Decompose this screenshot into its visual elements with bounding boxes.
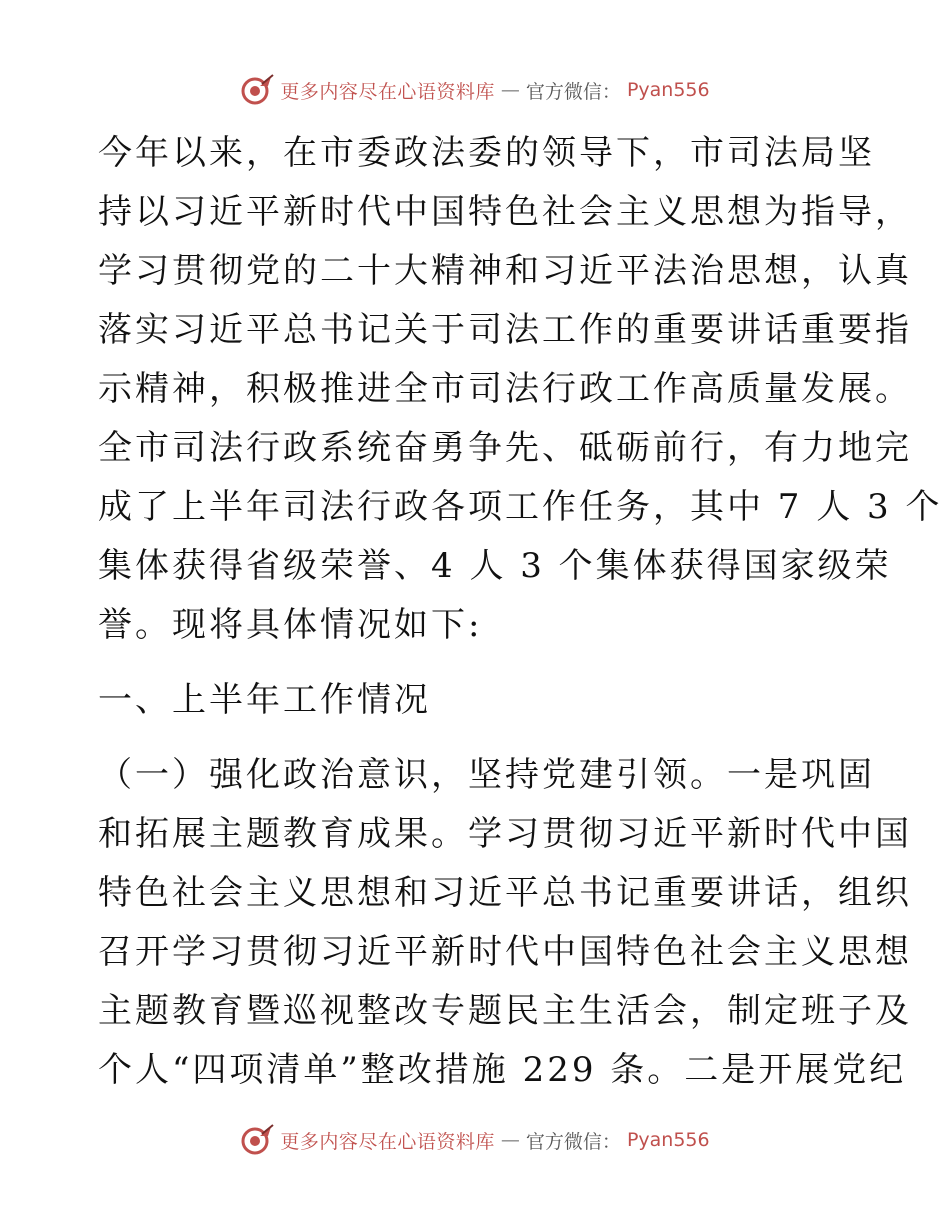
watermark-account: Pyan556 <box>626 79 710 101</box>
text-line: 主题教育暨巡视整改专题民主生活会，制定班子及 <box>98 991 912 1031</box>
text-line: （一）强化政治意识，坚持党建引领。一是巩固 <box>98 755 875 795</box>
watermark-text: 更多内容尽在心语资料库 <box>280 1130 495 1153</box>
text-line: 全市司法行政系统奋勇争先、砥砺前行，有力地完 <box>98 428 912 468</box>
watermark-account: Pyan556 <box>626 1129 710 1151</box>
watermark-official-label: 官方微信： <box>525 80 621 103</box>
text-line: 誉。现将具体情况如下: <box>98 605 483 645</box>
text-line: 集体获得省级荣誉、4 人 3 个集体获得国家级荣 <box>98 546 892 586</box>
section-heading: 一、上半年工作情况 <box>98 680 431 720</box>
watermark-official-label: 官方微信： <box>525 1130 621 1153</box>
text-line: 今年以来，在市委政法委的领导下，市司法局坚 <box>98 133 875 173</box>
text-line: 落实习近平总书记关于司法工作的重要讲话重要指 <box>98 310 912 350</box>
watermark-text: 更多内容尽在心语资料库 <box>280 80 495 103</box>
text-line: 成了上半年司法行政各项工作任务，其中 7 人 3 个 <box>98 487 943 527</box>
text-line: 示精神，积极推进全市司法行政工作高质量发展。 <box>98 369 912 409</box>
text-line: 学习贯彻党的二十大精神和习近平法治思想，认真 <box>98 251 912 291</box>
watermark-separator: — <box>500 1129 520 1151</box>
watermark-footer <box>0 1122 950 1158</box>
text-line: 召开学习贯彻习近平新时代中国特色社会主义思想 <box>98 932 912 972</box>
text-line: 和拓展主题教育成果。学习贯彻习近平新时代中国 <box>98 814 912 854</box>
text-line: 持以习近平新时代中国特色社会主义思想为指导， <box>98 192 912 232</box>
logo-icon <box>240 1124 274 1156</box>
paragraph-section-1 <box>98 746 912 1100</box>
document-body <box>98 124 943 1100</box>
paragraph-intro <box>98 124 943 655</box>
text-line: 特色社会主义思想和习近平总书记重要讲话，组织 <box>98 873 912 913</box>
watermark-header <box>0 72 950 108</box>
logo-icon <box>240 74 274 106</box>
text-line: 个人“四项清单”整改措施 229 条。二是开展党纪 <box>98 1050 907 1090</box>
watermark-separator: — <box>500 79 520 101</box>
